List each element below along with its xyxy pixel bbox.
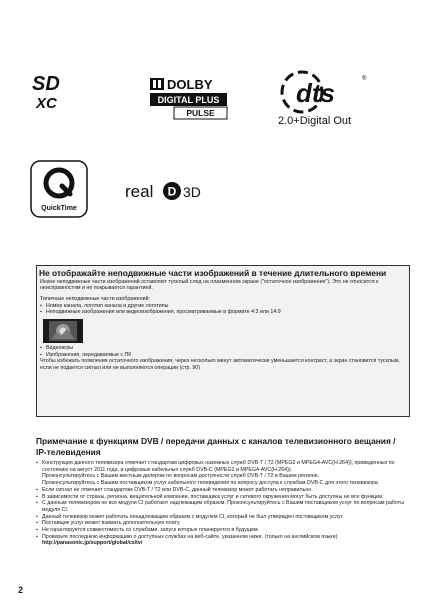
examples-label: Типичные неподвижные части изображений: [40, 295, 151, 302]
list-item: ▪ Поставщик услуг может взимать дополнительную плату. [36, 520, 408, 527]
svg-text:®: ® [362, 76, 367, 82]
tv-screen-illustration [43, 319, 83, 343]
svg-text:dts: dts [296, 78, 335, 108]
list-item-subtext: Проконсультируйтесь с Вашим местным дилером по вопросам доступности служб DVB-T / T2 в Вашем регионе. [42, 473, 320, 480]
warning-note: Чтобы избежать появления остаточного изображения, через несколько минут автоматически уменьшается контраст, а экран становится тусклым, если не подается сигнал или не выполняются операции (стр. 90) [40, 358, 400, 372]
svg-text:DOLBY: DOLBY [167, 77, 213, 92]
svg-text:real: real [125, 182, 154, 201]
dolby-digital-plus-logo [150, 76, 228, 122]
list-item: ▪ Данный телевизор может работать ненадлежащим образом с модулем CI, который не был утвержден поставщиком услуг. [36, 514, 408, 521]
svg-text:XC: XC [36, 95, 57, 112]
support-url-link[interactable]: http://panasonic.jp/support/global/cs/tv/ [42, 540, 143, 547]
warning-intro: Иначе неподвижные части изображений оставляют тусклый след на плазменном экране ("остаточное изображение"). Это не относится к неисправностям и не покрывается гарантией. [40, 278, 379, 292]
list-item: ▪ В зависимости от страны, региона, вещательной компании, поставщика услуг и сетевого окружения могут быть доступны не все функции. [36, 494, 408, 501]
dvb-section-body [36, 460, 408, 547]
example-item: ▪ Неподвижные изображения или видеоизображения, просматриваемые в формате 4:3 или 14:9 [40, 309, 405, 316]
example-item: ▪ Номер канала, логотип канала и другие логотипы [40, 303, 405, 310]
list-item: ▪ Конструкция данного телевизора отвечает стандартам цифровых наземных служб DVB-T / T2 (MPEG2 и MPEG4-AVC(H.264)), приведенных по состоянию на август 2011 года, и цифровых кабельных служб DVB-C (MPEG2 и MPEG4-AVC(H.264)). [36, 460, 408, 473]
list-item: ▪ Если сигнал не отвечает стандартам DVB-T / T2 или DVB-C, данный телевизор может работать неправильно. [36, 487, 408, 494]
example-item: ▪ Видеоигры [40, 345, 405, 352]
quicktime-logo [30, 160, 88, 218]
svg-text:PULSE: PULSE [186, 108, 215, 118]
svg-text:SD: SD [32, 73, 60, 95]
still-image-warning-box [36, 265, 410, 417]
reald-3d-logo [125, 178, 217, 204]
dts-logo [276, 70, 374, 128]
sdxc-logo [30, 70, 80, 112]
svg-text:3D: 3D [183, 184, 201, 200]
svg-text:D: D [167, 184, 177, 199]
svg-text:DIGITAL PLUS: DIGITAL PLUS [157, 95, 220, 105]
svg-text:2.0+Digital Out: 2.0+Digital Out [278, 115, 352, 127]
example-item: ▪ Изображения, передаваемые с ПК [40, 352, 405, 359]
list-item-subtext: Проконсультируйтесь с Вашим поставщиком услуг кабельного телевидения по вопросу доступа к службам DVB-C для этого телевизора. [42, 480, 380, 487]
page-number: 2 [18, 585, 24, 595]
svg-text:QuickTime: QuickTime [41, 205, 77, 212]
list-item: ▪ Проверьте последнюю информацию о доступных службах на веб-сайте, указанном ниже. (только на английском языке) [36, 534, 408, 541]
list-item: ▪ С данным телевизором не все модули CI работают надлежащим образом. Проконсультируйтесь с Вашим поставщиком услуг по вопросам работы модуля CI. [36, 500, 408, 513]
list-item: ▪ Не гарантируется совместимость со службами, запуск которых планируется в будущем. [36, 527, 408, 534]
warning-title: Не отображайте неподвижные части изображений в течение длительного времени [39, 268, 387, 278]
dvb-section-title: Примечание к функциям DVB / передачи данных с каналов телевизионного вещания / IP-телевидения [36, 436, 396, 457]
